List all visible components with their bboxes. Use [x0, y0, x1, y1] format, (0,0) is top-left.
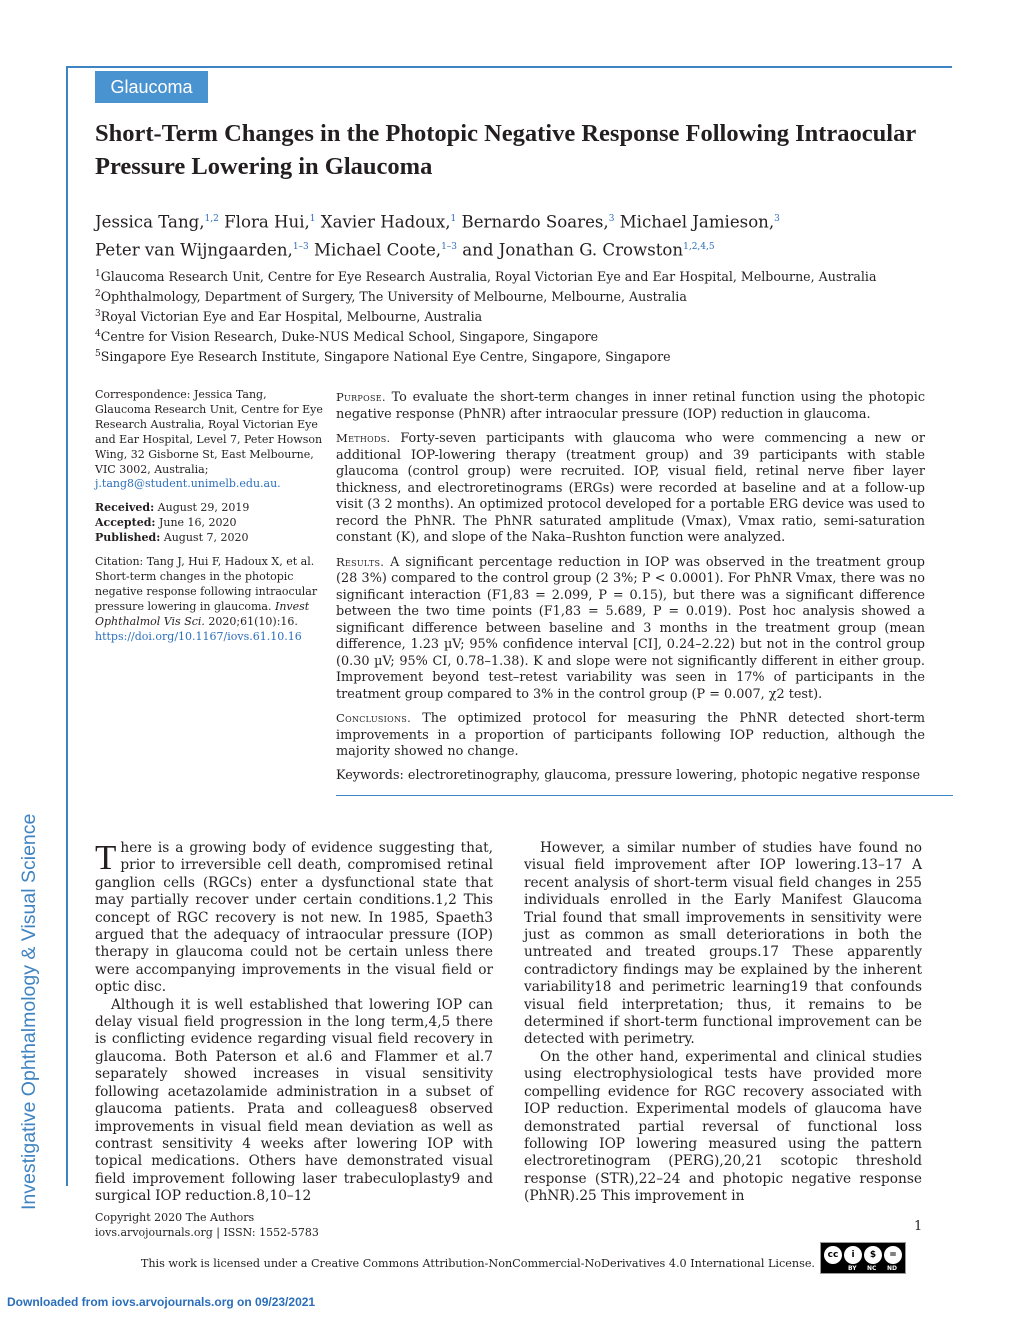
body-paragraph: Although it is well established that lowering IOP can delay visual field progression in the long term,4,5 there is conflicting evidence regarding visual field recovery in glaucoma. Both Paterson et al.6 and Flammer et al.7 separately showed increases in visual sensitivity following acetazolamide administration in a subset of glaucoma patients. Prata and colleagues8 observed improvements in visual field mean deviation as well as contrast sensitivity 4 weeks after lowering IOP with topical medications. Others have demonstrated visual field improvement following laser trabeculoplasty9 and surgical IOP reduction.8,10–12	[95, 996, 493, 1205]
journal-issn: iovs.arvojournals.org | ISSN: 1552-5783	[95, 1226, 319, 1239]
cc-license-badge[interactable]	[820, 1242, 906, 1274]
published-date	[95, 531, 325, 546]
body-column-right	[524, 840, 922, 1206]
attribution-icon: i	[844, 1246, 862, 1264]
author-name: Michael Coote,	[308, 240, 442, 260]
affiliation-item	[95, 286, 955, 306]
published-value: August 7, 2020	[163, 531, 249, 545]
affiliation-number: 4	[95, 328, 101, 339]
correspondence	[95, 388, 325, 492]
author-affiliation-ref: 1,2,4,5	[683, 241, 715, 252]
article-title: Short-Term Changes in the Photopic Negative Response Following Intraocular Pressure Lowering in Glaucoma	[95, 120, 916, 180]
abstract-results	[336, 554, 925, 704]
noderivatives-icon: =	[884, 1246, 902, 1264]
noncommercial-icon: $	[864, 1246, 882, 1264]
left-rule	[66, 66, 68, 1186]
footer-info	[95, 1210, 319, 1240]
conclusions-text: The optimized protocol for measuring the PhNR detected short-term improvements in a proportion of participants following IOP reduction, although the majority showed no change.	[336, 711, 925, 759]
methods-label: Methods.	[336, 431, 391, 445]
top-rule	[66, 66, 952, 68]
download-notice: Downloaded from iovs.arvojournals.org on 09/23/2021	[7, 1295, 316, 1309]
abstract-methods	[336, 430, 925, 547]
author-affiliation-ref: 1,2	[204, 214, 219, 224]
accepted-date	[95, 516, 325, 531]
page-number: 1	[914, 1219, 923, 1234]
abstract-purpose	[336, 389, 925, 423]
paragraph-text: here is a growing body of evidence suggesting that, prior to irreversible cell death, compromised retinal ganglion cells (RGCs) enter a dysfunctional state that may partially recover under certain conditions.1,2 This concept of RGC recovery is not new. In 1985, Spaeth3 argued that the adequacy of intraocular pressure (IOP) therapy in glaucoma could not be certain unless there were accompanying improvements in the visual field or optic disc.	[95, 840, 493, 996]
purpose-text: To evaluate the short-term changes in inner retinal function using the photopic negative response (PhNR) after intraocular pressure (IOP) reduction in glaucoma.	[336, 390, 925, 422]
abstract-conclusions	[336, 710, 925, 761]
affiliation-item	[95, 306, 955, 326]
purpose-label: Purpose.	[336, 390, 386, 404]
author-affiliation-ref: 1–3	[441, 241, 458, 252]
citation	[95, 555, 325, 644]
authors-line-1	[95, 207, 955, 235]
author-affiliation-ref: 1	[450, 214, 457, 224]
keywords: Keywords: electroretinography, glaucoma, pressure lowering, photopic negative response	[336, 767, 921, 783]
body-column-left	[95, 840, 493, 1206]
accepted-label: Accepted:	[95, 516, 156, 530]
cc-label-nd: ND	[887, 1265, 898, 1272]
correspondence-text: Correspondence: Jessica Tang, Glaucoma Research Unit, Centre for Eye Research Australia, Royal Victorian Eye and Ear Hospital, Level 7, Peter Howson Wing, 32 Gisborne St, East Melbourne, VIC 3002, Australia;	[95, 388, 323, 476]
results-text: A significant percentage reduction in IOP was observed in the treatment group (28 3%) compared to the control group (2 3%; P < 0.0001). For PhNR Vmax, there was no significant interaction (F1,83 = 2.099, P = 0.15), but there was a significant difference between the two time points (F1,83 = 5.689, P = 0.019). Post hoc analysis showed a significant difference between baseline and 3 months in the treatment group (mean difference, 1.23 µV; 95% confidence interval [CI], 0.24–2.22) but not in the control group (0.30 µV; 95% CI, 0.78–1.38). K and slope were not significantly different in either group. Improvement beyond test–retest variability was seen in 17% of participants in the treatment group compared to 3% in the control group (P = 0.007, χ2 test).	[336, 554, 925, 702]
author-affiliation-ref: 1	[309, 214, 316, 224]
received-label: Received:	[95, 501, 155, 515]
results-label: Results.	[336, 554, 385, 569]
abstract	[336, 389, 925, 791]
author-affiliation-ref: 3	[608, 214, 615, 224]
author-affiliation-ref: 1–3	[292, 241, 309, 252]
email-link[interactable]: j.tang8@student.unimelb.edu.au.	[95, 477, 281, 491]
journal-name-vertical: Investigative Ophthalmology & Visual Science	[18, 813, 40, 1210]
affiliation-text: Royal Victorian Eye and Ear Hospital, Melbourne, Australia	[100, 309, 483, 325]
authors-line-2	[95, 235, 955, 263]
published-label: Published:	[95, 531, 161, 545]
author-name: and Jonathan G. Crowston	[457, 240, 684, 260]
author-name: Peter van Wijngaarden,	[95, 240, 293, 260]
citation-volume: 2020;61(10):16.	[208, 614, 298, 628]
author-name: Flora Hui,	[218, 212, 310, 232]
section-tag: Glaucoma	[95, 71, 208, 103]
received-value: August 29, 2019	[157, 501, 250, 515]
body-paragraph: However, a similar number of studies have found no visual field improvement after IOP lowering.13–17 A recent analysis of short-term visual field changes in 255 individuals enrolled in the Early Manifest Glaucoma Trial found that small improvements in sensitivity were just as common as small deteriorations in both the untreated and treated groups.17 These apparently contradictory findings may be explained by the inherent variability18 and perimetric learning19 that confounds visual field interpretation; thus, it remains to be determined if short-term functional improvement can be detected with perimetry.	[524, 840, 922, 1048]
body-paragraph: On the other hand, experimental and clinical studies using electrophysiological tests have provided more compelling evidence for RGC recovery associated with IOP reduction. Experimental models of glaucoma have demonstrated partial reversal of functional loss following IOP lowering measured using the pattern electroretinogram (PERG),20,21 scotopic threshold response (STR),22–24 and photopic negative response (PhNR).25 This improvement in	[524, 1048, 922, 1205]
affiliation-number: 1	[95, 269, 101, 279]
author-affiliation-ref: 3	[774, 214, 780, 224]
affiliation-number: 5	[95, 348, 101, 359]
affiliation-text: Ophthalmology, Department of Surgery, The University of Melbourne, Melbourne, Australia	[100, 289, 687, 305]
section-divider	[336, 795, 953, 796]
affiliation-item	[95, 346, 955, 366]
cc-label-by: BY	[848, 1265, 857, 1272]
received-date	[95, 501, 325, 516]
license-text: This work is licensed under a Creative Commons Attribution-NonCommercial-NoDerivatives 4.0 International License.	[140, 1257, 815, 1270]
affiliation-item	[95, 326, 955, 346]
citation-journal: Invest Ophthalmol Vis Sci.	[95, 599, 310, 628]
cc-label-nc: NC	[867, 1265, 877, 1272]
article-sidebar	[95, 388, 325, 645]
author-list	[95, 207, 955, 262]
doi-link[interactable]: https://doi.org/10.1167/iovs.61.10.16	[95, 629, 302, 643]
accepted-value: June 16, 2020	[158, 516, 237, 530]
copyright: Copyright 2020 The Authors	[95, 1211, 255, 1224]
affiliation-text: Singapore Eye Research Institute, Singapore National Eye Centre, Singapore, Singapore	[100, 349, 671, 365]
cc-icon: cc	[824, 1246, 842, 1264]
affiliation-item	[95, 266, 955, 286]
citation-text: Citation: Tang J, Hui F, Hadoux X, et al. Short-term changes in the photopic negative response following intraocular pressure lowering in glaucoma.	[95, 555, 318, 613]
body-paragraph	[95, 840, 493, 997]
affiliation-number: 2	[95, 288, 101, 299]
affiliation-text: Centre for Vision Research, Duke-NUS Medical School, Singapore, Singapore	[100, 329, 599, 345]
affiliation-number: 3	[95, 308, 101, 319]
affiliations	[95, 266, 955, 366]
dropcap: T	[95, 838, 117, 877]
affiliation-text: Glaucoma Research Unit, Centre for Eye Research Australia, Royal Victorian Eye and Ear Hospital, Melbourne, Australia	[100, 269, 877, 285]
author-name: Bernardo Soares,	[456, 212, 609, 232]
author-name: Jessica Tang,	[95, 212, 205, 232]
methods-text: Forty-seven participants with glaucoma who were commencing a new or additional IOP-lowering therapy (treatment group) and 39 participants with stable glaucoma (control group) were recruited. IOP, visual field, retinal nerve fiber layer thickness, and electroretinograms (ERGs) were recorded at baseline and at a follow-up visit (3 2 months). An optimized protocol developed for a portable ERG device was used to record the PhNR. The PhNR saturated amplitude (Vmax), Vmax ratio, semi-saturation constant (K), and slope of the Naka–Rushton function were analyzed.	[336, 431, 925, 545]
author-name: Xavier Hadoux,	[315, 212, 451, 232]
conclusions-label: Conclusions.	[336, 711, 412, 725]
author-name: Michael Jamieson,	[614, 212, 775, 232]
